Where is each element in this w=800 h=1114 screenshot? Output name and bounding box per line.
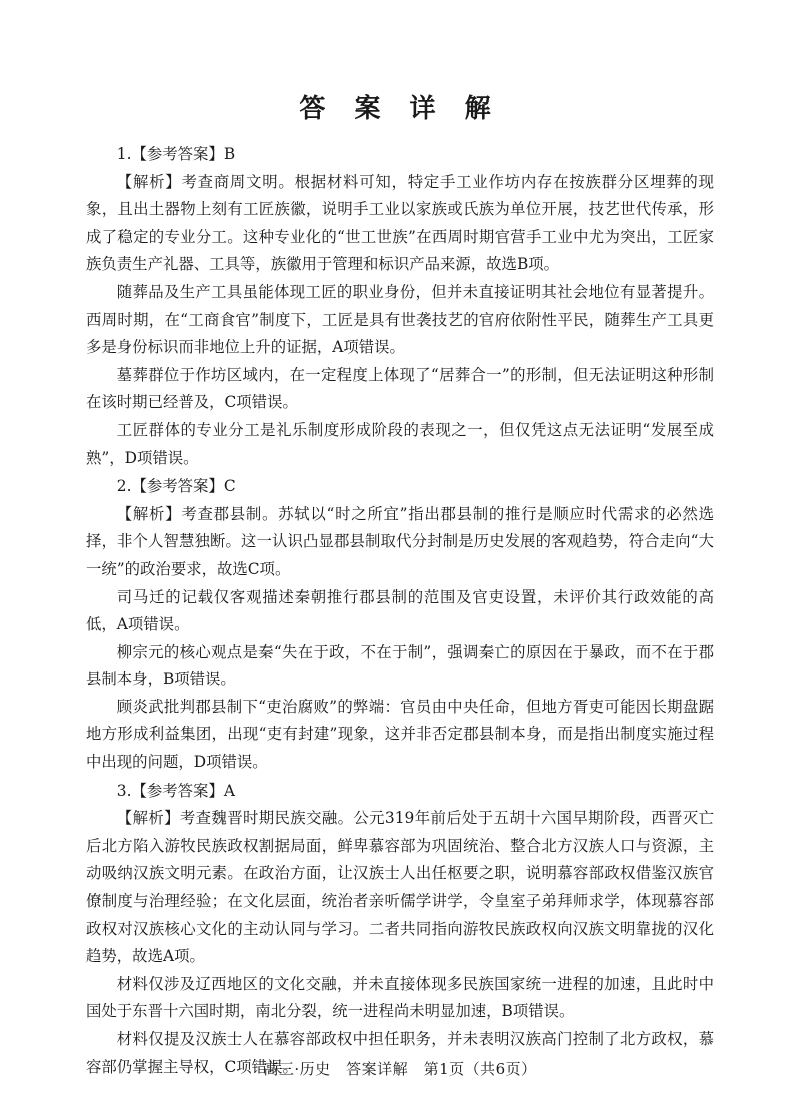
analysis-paragraph: 墓葬群位于作坊区域内，在一定程度上体现了“居葬合一”的形制，但无法证明这种形制在该时期已经普及，C项错误。	[86, 365, 714, 412]
analysis-paragraph: 【解析】考查魏晋时期民族交融。公元319年前后处于五胡十六国早期阶段，西晋灭亡后北方陷入游牧民族政权割据局面，鲜卑慕容部为巩固统治、整合北方汉族人口与资源，主动吸纳汉族文明元素。在政治方面，让汉族士人出任枢要之职，说明慕容部政权借鉴汉族官僚制度与治理经验；在文化层面，统治者亲听儒学讲学，令皇室子弟拜师求学，体现慕容部政权对汉族核心文化的主动认同与学习。二者共同指向游牧民族政权向汉族文明靠拢的汉化趋势，故选A项。	[86, 809, 714, 966]
analysis-paragraph: 顾炎武批判郡县制下“吏治腐败”的弊端：官员由中央任命，但地方胥吏可能因长期盘踞地方形成利益集团，出现“吏有封建”现象，这并非否定郡县制本身，而是指出制度实施过程中出现的问题，D项错误。	[86, 697, 714, 772]
analysis-paragraph: 司马迁的记载仅客观描述秦朝推行郡县制的范围及官吏设置，未评价其行政效能的高低，A项错误。	[86, 587, 714, 634]
analysis-paragraph: 材料仅提及汉族士人在慕容部政权中担任职务，并未表明汉族高门控制了北方政权，慕容部仍掌握主导权，C项错误。	[86, 1030, 714, 1076]
page-title: 答 案 详 解	[299, 94, 501, 124]
analysis-paragraph: 【解析】考查郡县制。苏轼以“时之所宜”指出郡县制的推行是顺应时代需求的必然选择，非个人智慧独断。这一认识凸显郡县制取代分封制是历史发展的客观趋势，符合走向“大一统”的政治要求，故选C项。	[86, 504, 714, 578]
analysis-paragraph: 随葬品及生产工具虽能体现工匠的职业身份，但并未直接证明其社会地位有显著提升。西周时期，在“工商食官”制度下，工匠是具有世袭技艺的官府依附性平民，随葬生产工具更多是身份标识而非地位上升的证据，A项错误。	[86, 282, 714, 357]
page-footer: 高三·历史 答案详解 第1页（共6页）	[263, 1060, 537, 1078]
analysis-paragraph: 材料仅涉及辽西地区的文化交融，并未直接体现多民族国家统一进程的加速，且此时中国处于东晋十六国时期，南北分裂，统一进程尚未明显加速，B项错误。	[86, 974, 714, 1021]
analysis-paragraph: 柳宗元的核心观点是秦“失在于政，不在于制”，强调秦亡的原因在于暴政，而不在于郡县制本身，B项错误。	[86, 642, 714, 689]
answer-heading-1: 1.【参考答案】B	[116, 145, 236, 163]
answer-heading-3: 3.【参考答案】A	[116, 781, 235, 800]
analysis-paragraph: 工匠群体的专业分工是礼乐制度形成阶段的表现之一，但仅凭这点无法证明“发展至成熟”，D项错误。	[86, 420, 714, 467]
answer-heading-2: 2.【参考答案】C	[116, 477, 236, 496]
analysis-paragraph: 【解析】考查商周文明。根据材料可知，特定手工业作坊内存在按族群分区埋葬的现象，且出土器物上刻有工匠族徽，说明手工业以家族或氏族为单位开展，技艺世代传承，形成了稳定的专业分工。这种专业化的“世工世族”在西周时期官营手工业中尤为突出，工匠家族负责生产礼器、工具等，族徽用于管理和标识产品来源，故选B项。	[86, 172, 714, 274]
answer-content	[86, 140, 714, 1081]
